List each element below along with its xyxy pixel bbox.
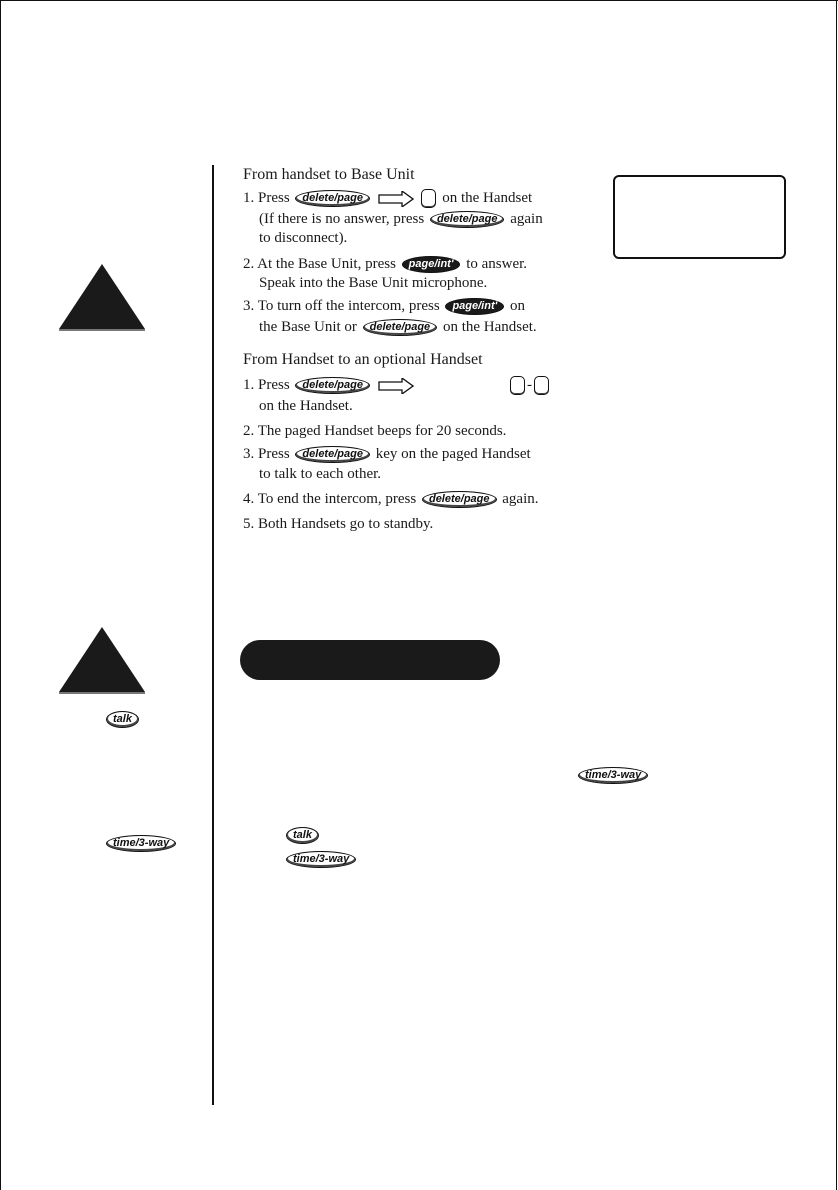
talk-key-icon: talk [286, 827, 319, 844]
warning-triangle-icon [57, 262, 147, 332]
page-int-key-icon: page/int' [445, 298, 504, 315]
handset-number-range: - [508, 376, 551, 395]
step-4-end-intercom: 4. To end the intercom, press delete/page again. [243, 491, 539, 507]
arrow-right-icon [378, 378, 414, 394]
section-title-banner [240, 640, 500, 680]
number-key-icon [510, 376, 525, 395]
warning-triangle-icon [57, 625, 147, 695]
handset-display-box [613, 175, 786, 259]
delete-page-key-icon: delete/page [295, 377, 370, 394]
talk-key-icon: talk [106, 711, 139, 728]
step-2-base-unit: 2. At the Base Unit, press page/int' to answer. [243, 256, 528, 272]
step-1-on-handset: on the Handset. [259, 398, 353, 414]
step-3-press-key: 3. Press delete/page key on the paged Handset [243, 446, 531, 462]
number-key-icon [534, 376, 549, 395]
delete-page-key-icon: delete/page [295, 446, 370, 463]
time-3-way-key-icon: time/3-way [106, 835, 176, 852]
section-heading-handset-to-base: From handset to Base Unit [243, 166, 415, 183]
page-border-left [0, 0, 1, 1190]
delete-page-key-icon: delete/page [295, 190, 370, 207]
step-1-press-delete-page: 1. Press delete/page on the Handset [243, 189, 532, 208]
time-3-way-key-icon: time/3-way [578, 767, 648, 784]
time-3-way-key-icon: time/3-way [286, 851, 356, 868]
step-5-standby: 5. Both Handsets go to standby. [243, 516, 434, 532]
number-key-icon [421, 189, 436, 208]
delete-page-key-icon: delete/page [430, 211, 505, 228]
step-2-speak: Speak into the Base Unit microphone. [259, 275, 488, 291]
step-3-base-or-handset: the Base Unit or delete/page on the Handset. [259, 319, 537, 335]
step-2-beeps: 2. The paged Handset beeps for 20 seconds. [243, 423, 507, 439]
step-1-disconnect: to disconnect). [259, 230, 348, 246]
arrow-right-icon [378, 191, 414, 207]
delete-page-key-icon: delete/page [422, 491, 497, 508]
step-1-press-delete-page-handset: 1. Press delete/page [243, 376, 416, 395]
page-border-top [0, 0, 838, 1]
column-divider [212, 165, 214, 1105]
page-border-right [836, 0, 837, 1190]
step-3-talk: to talk to each other. [259, 466, 382, 482]
page-int-key-icon: page/int' [402, 256, 461, 273]
delete-page-key-icon: delete/page [363, 319, 438, 336]
step-3-turn-off: 3. To turn off the intercom, press page/int' on [243, 298, 525, 314]
section-heading-handset-to-handset: From Handset to an optional Handset [243, 351, 483, 368]
step-1-no-answer-note: (If there is no answer, press delete/page again [259, 211, 543, 227]
